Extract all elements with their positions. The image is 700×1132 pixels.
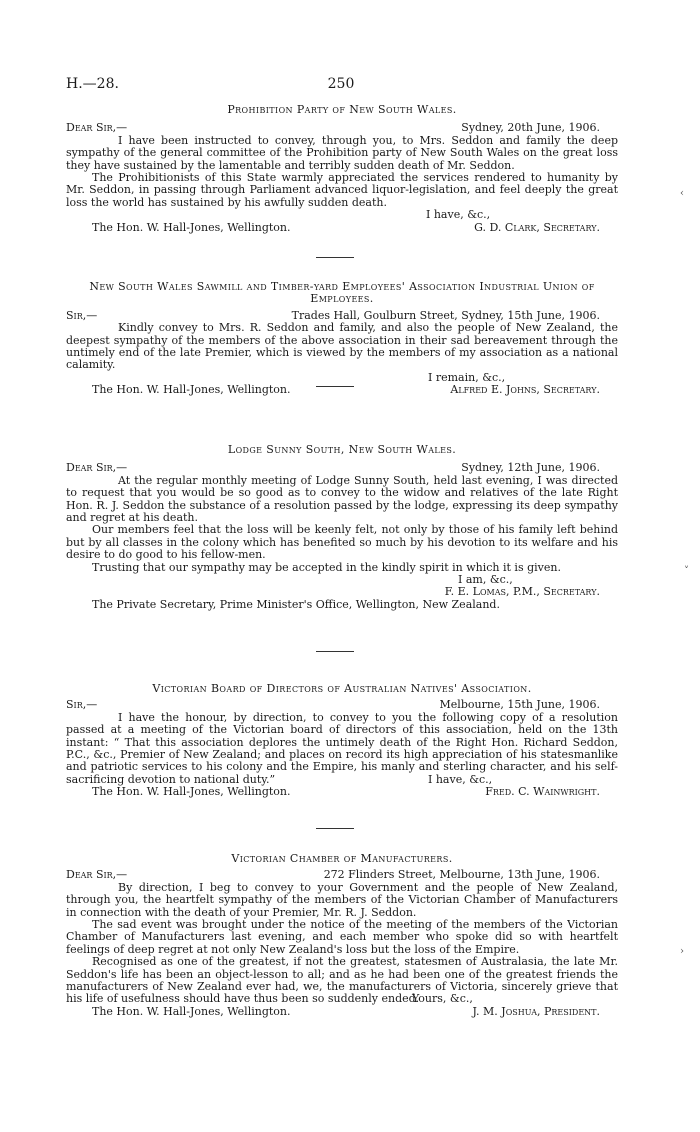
closing: I have, &c., [428,772,493,786]
letter-victorian-chamber [66,853,618,1018]
paragraph: The sad event was brought under the notice of the meeting of the members of the Victorian Chamber of Manufacturers last evening, and each member who spoke did so with heartfelt feelings of deep regret at not only New Zealand's loss but the loss of the Empire. [66,918,618,956]
paragraph: Kindly convey to Mrs. R. Seddon and family, and also the people of New Zealand, the deepest sympathy of the members of the above association in their sad bereavement through the untimely end of the late Premier, which is viewed by the members of my association as a national calamity. [66,321,618,372]
closing: I remain, &c., [428,370,506,384]
salutation: Dear Sir,— [66,868,128,882]
address-date: Sydney, 12th June, 1906. [461,461,600,475]
address-date: 272 Flinders Street, Melbourne, 13th June, 1906. [323,868,600,882]
letter-title: Prohibition Party of New South Wales. [227,103,457,116]
addressee: The Hon. W. Hall-Jones, Wellington. [92,383,291,397]
salutation: Dear Sir,— [66,121,128,135]
letter-title: Victorian Chamber of Manufacturers. [231,852,453,865]
address-date: Trades Hall, Goulburn Street, Sydney, 15th June, 1906. [291,308,600,322]
separator-rule [316,257,354,258]
paragraph: Our members feel that the loss will be keenly felt, not only by those of his family left behind but by all classes in the colony which has benefited so much by his devotion to its welfare and his desire to do good to his fellow-men. [66,523,618,562]
signature: Alfred E. Johns, Secretary. [450,383,600,397]
signature: F. E. Lomas, P.M., Secretary. [444,585,600,599]
letter-title: New South Wales Sawmill and Timber-yard Employees' Association Industrial Union of Employees. [89,280,595,306]
addressee: The Private Secretary, Prime Minister's Office, Wellington, New Zealand. [92,597,500,611]
letter-sawmill-union [66,281,618,397]
signature: Fred. C. Wainwright. [485,785,600,799]
addressee: The Hon. W. Hall-Jones, Wellington. [92,220,291,234]
signature: G. D. Clark, Secretary. [474,220,600,234]
addressee: The Hon. W. Hall-Jones, Wellington. [92,1004,291,1018]
paragraph: Recognised as one of the greatest, if not the greatest, statesmen of Australasia, the late Mr. Seddon's life has been an object-lesson to all; and as he had been one of the greatest friends the manufacturers of New Zealand ever had, we, the manufacturers of Victoria, sincerely grieve that his life of usefulness should have thus been so suddenly ended. [66,955,618,1006]
paragraph: I have the honour, by direction, to convey to you the following copy of a resolution passed at a meeting of the Victorian board of directors of this association, held on the 13th instant: “ That this association deplores the untimely death of the Right Hon. Richard Seddon, P.C., &c., Premier of New Zealand; and places on record its high appreciation of his statesmanlike and patriotic services to his colony and the Empire, his manly and sterling character, and his self-sacrificing devotion to national duty.” [66,710,618,786]
margin-mark: ‹ [680,188,684,199]
salutation: Dear Sir,— [66,461,128,475]
salutation: Sir,— [66,698,98,712]
margin-mark: ˅ [684,566,689,577]
closing: I am, &c., [458,573,513,587]
salutation: Sir,— [66,308,98,322]
letter-title: Victorian Board of Directors of Australian Natives' Association. [152,682,532,695]
signature: J. M. Joshua, President. [472,1004,600,1018]
separator-rule [316,828,354,829]
paragraph: Trusting that our sympathy may be accepted in the kindly spirit in which it is given. [92,560,561,574]
addressee: The Hon. W. Hall-Jones, Wellington. [92,785,291,799]
margin-mark: › [680,946,684,957]
letter-prohibition-party [66,104,618,234]
page-header [66,78,616,94]
document-reference: H.—28. [66,76,119,92]
closing: I have, &c., [426,208,491,222]
separator-rule [316,386,354,387]
letter-lodge-sunny-south [66,444,618,611]
closing: Yours, &c., [412,992,473,1006]
page-number: 250 [327,76,355,92]
address-date: Melbourne, 15th June, 1906. [439,698,600,712]
paragraph: The Prohibitionists of this State warmly appreciated the services rendered to humanity by Mr. Seddon, in passing through Parliament advanced liquor-legislation, and feel deeply the great loss the world has sustained by his awfully sudden death. [66,171,618,209]
paragraph: At the regular monthly meeting of Lodge Sunny South, held last evening, I was directed to request that you would be so good as to convey to the widow and relatives of the late Right Hon. R. J. Seddon the substance of a resolution passed by the lodge, expressing its deep sympathy and regret at his death. [66,473,618,525]
separator-rule [316,651,354,652]
paragraph: I have been instructed to convey, through you, to Mrs. Seddon and family the deep sympathy of the general committee of the Prohibition party of New South Wales on the great loss they have sustained by the lamentable and terribly sudden death of Mr. Seddon. [66,133,618,172]
letter-australian-natives [66,683,618,799]
address-date: Sydney, 20th June, 1906. [461,121,600,135]
letter-title: Lodge Sunny South, New South Wales. [227,443,457,456]
paragraph: By direction, I beg to convey to your Government and the people of New Zealand, through you, the heartfelt sympathy of the members of the Victorian Chamber of Manufacturers in connection with the death of your Premier, Mr. R. J. Seddon. [66,880,618,919]
